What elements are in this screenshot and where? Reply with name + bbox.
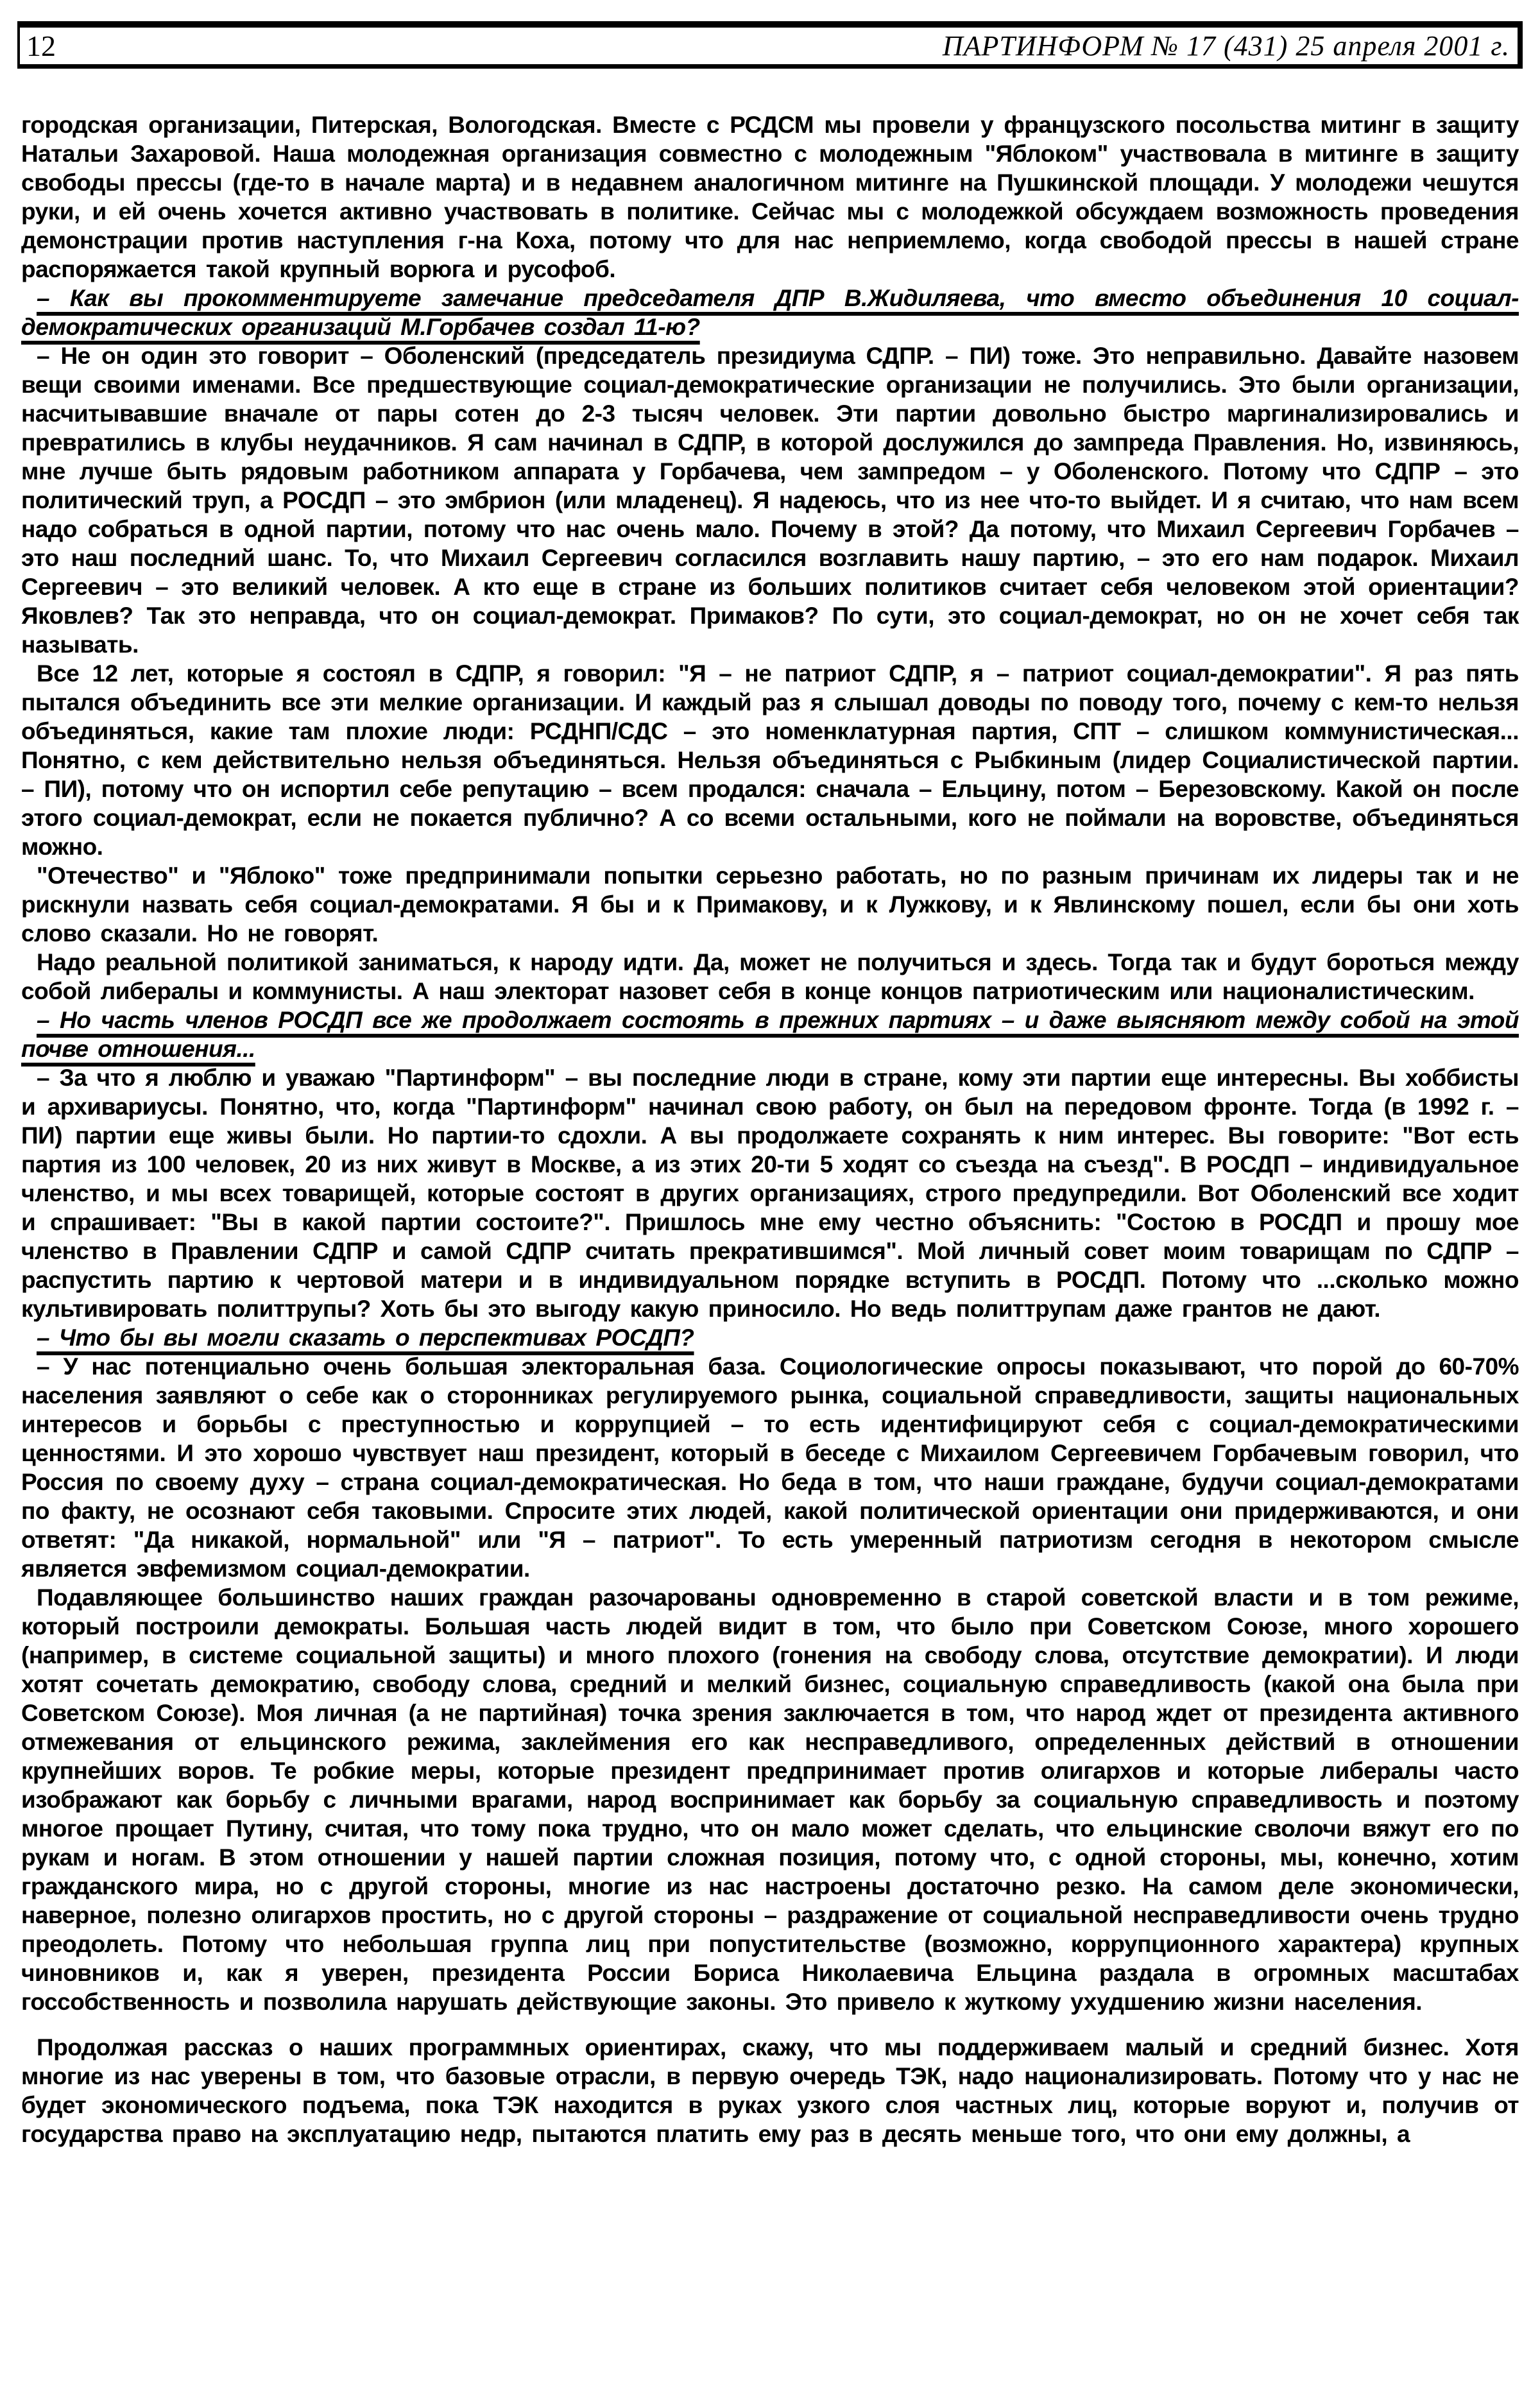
paragraph: городская организации, Питерская, Вологодская. Вместе с РСДСМ мы провели у французского посольства митинг в защиту Натальи Захаровой. Наша молодежная организация совместно с молодежным "Яблоком" участвовала в митинге в защиту свободы прессы (где-то в начале марта) и в недавнем аналогичном митинге на Пушкинской площади. У молодежи чешутся руки, и ей очень хочется активно участвовать в политике. Сейчас мы с молодежкой обсуждаем возможность проведения демонстрации против наступления г-на Коха, потому что для нас неприемлемо, когда свободой прессы в нашей стране распоряжается такой крупный ворюга и русофоб. bbox=[21, 112, 1519, 282]
article-body bbox=[21, 110, 1519, 2148]
paragraph: – У нас потенциально очень большая электоральная база. Социологические опросы показывают, что порой до 60-70% населения заявляют о себе как о сторонниках регулируемого рынка, социальной справедливости, защиты национальных интересов и борьбы с преступностью и коррупцией – то есть идентифицируют себя с социал-демократическими ценностями. И это хорошо чувствует наш президент, который в беседе с Михаилом Сергеевичем Горбачевым говорил, что Россия по своему духу – страна социал-демократическая. Но беда в том, что наши граждане, будучи социал-демократами по факту, не осознают себя таковыми. Спросите этих людей, какой политической ориентации они придерживаются, и они ответят: "Да никакой, нормальной" или "Я – патриот". То есть умеренный патриотизм сегодня в некотором смысле является эвфемизмом социал-демократии. bbox=[21, 1353, 1519, 1582]
paragraph: Все 12 лет, которые я состоял в СДПР, я говорил: "Я – не патриот СДПР, я – патриот социал-демократии". Я раз пять пытался объединить все эти мелкие организации. И каждый раз я слышал доводы по поводу того, почему с кем-то нельзя объединяться, какие там плохие люди: РСДНП/СДС – это номенклатурная партия, СПТ – слишком коммунистическая... Понятно, с кем действительно нельзя объединяться. Нельзя объединяться с Рыбкиным (лидер Социалистической партии. – ПИ), потому что он испортил себе репутацию – всем продался: сначала – Ельцину, потом – Березовскому. Какой он после этого социал-демократ, если не покается публично? А со всеми остальными, кого не поймали на воровстве, объединяться можно. bbox=[21, 660, 1519, 860]
paragraph: Надо реальной политикой заниматься, к народу идти. Да, может не получиться и здесь. Тогда так и будут бороться между собой либералы и коммунисты. А наш электорат назовет себя в конце концов патриотическим или националистическим. bbox=[21, 949, 1519, 1004]
paragraph: Продолжая рассказ о наших программных ориентирах, скажу, что мы поддерживаем малый и средний бизнес. Хотя многие из нас уверены в том, что базовые отрасли, в первую очередь ТЭК, надо национализировать. Потому что у нас не будет экономического подъема, пока ТЭК находится в руках узкого слоя частных лиц, которые воруют и, получив от государства право на эксплуатацию недр, пытаются платить ему раз в десять меньше того, что они ему должны, а bbox=[21, 2034, 1519, 2147]
issue-title: ПАРТИНФОРМ № 17 (431) 25 апреля 2001 г. bbox=[942, 30, 1510, 62]
paragraph: "Отечество" и "Яблоко" тоже предпринимали попытки серьезно работать, но по разным причинам их лидеры так и не рискнули назвать себя социал-демократами. Я бы и к Примакову, и к Лужкову, и к Явлинскому пошел, если бы они хоть слово сказали. Но не говорят. bbox=[21, 862, 1519, 947]
paragraph: Подавляющее большинство наших граждан разочарованы одновременно в старой советской власти и в том режиме, который построили демократы. Большая часть людей видит в том, что было при Советском Союзе, много хорошего (например, в системе социальной защиты) и много плохого (гонения на свободу слова, отсутствие демократии). И люди хотят сочетать демократию, свободу слова, средний и мелкий бизнес, социальную справедливость (какой она была при Советском Союзе). Моя личная (а не партийная) точка зрения заключается в том, что народ ждет от президента активного отмежевания от ельцинского режима, заклеймения его как несправедливого, определенных действий в отношении крупнейших воров. Те робкие меры, которые президент предпринимает против олигархов и которые либералы часто изображают как борьбу с личными врагами, народ воспринимает как борьбу за социальную справедливость и поэтому многое прощает Путину, считая, что тому пока трудно, что он мало может сделать, что ельцинские сволочи вяжут его по рукам и ногам. В этом отношении у нашей партии сложная позиция, потому что, с одной стороны, мы, конечно, хотим гражданского мира, но с другой стороны, многие из нас настроены достаточно резко. На самом деле экономически, наверное, полезно олигархов простить, но с другой стороны – раздражение от социальной несправедливости очень трудно преодолеть. Потому что небольшая группа лиц при попустительстве (возможно, коррупционного характера) крупных чиновников и, как я уверен, президента России Бориса Николаевича Ельцина раздала в огромных масштабах госсобственность и позволила нарушать действующие законы. Это привело к жуткому ухудшению жизни населения. bbox=[21, 1584, 1519, 2015]
interview-question: – Но часть членов РОСДП все же продолжает состоять в прежних партиях – и даже выясняют между собой на этой почве отношения... bbox=[21, 1007, 1519, 1062]
interview-question: – Как вы прокомментируете замечание председателя ДПР В.Жидиляева, что вместо объединения 10 социал-демократических организаций М.Горбачев создал 11-ю? bbox=[21, 285, 1519, 340]
paragraph: – За что я люблю и уважаю "Партинформ" – вы последние люди в стране, кому эти партии еще интересны. Вы хоббисты и архивариусы. Понятно, что, когда "Партинформ" начинал свою работу, он был на передовом фронте. Тогда (в 1992 г. – ПИ) партии еще живы были. Но партии-то сдохли. А вы продолжаете сохранять к ним интерес. Вы говорите: "Вот есть партия из 100 человек, 20 из них живут в Москве, а из этих 20-ти 5 ходят со съезда на съезд". В РОСДП – индивидуальное членство, и мы всех товарищей, которые состоят в других организациях, строго предупредили. Вот Оболенский все ходит и спрашивает: "Вы в какой партии состоите?". Пришлось мне ему честно объяснить: "Состою в РОСДП и прошу мое членство в Правлении СДПР и самой СДПР считать прекратившимся". Мой личный совет моим товарищам по СДПР – распустить партию к чертовой матери и в индивидуальном порядке вступить в РОСДП. Потому что ...сколько можно культивировать политтрупы? Хоть бы это выгоду какую приносило. Но ведь политтрупам даже грантов не дают. bbox=[21, 1065, 1519, 1322]
paragraph: – Не он один это говорит – Оболенский (председатель президиума СДПР. – ПИ) тоже. Это неправильно. Давайте назовем вещи своими именами. Все предшествующие социал-демократические организации не получились. Это были организации, насчитывавшие вначале от пары сотен до 2-3 тысяч человек. Эти партии довольно быстро маргинализировались и превратились в клубы неудачников. Я сам начинал в СДПР, в которой дослужился до зампреда Правления. Но, извиняюсь, мне лучше быть рядовым работником аппарата у Горбачева, чем зампредом – у Оболенского. Потому что СДПР – это политический труп, а РОСДП – это эмбрион (или младенец). Я надеюсь, что из нее что-то выйдет. И я считаю, что нам всем надо собраться в одной партии, потому что нас очень мало. Почему в этой? Да потому, что Михаил Сергеевич Горбачев – это наш последний шанс. То, что Михаил Сергеевич согласился возглавить нашу партию, – это его нам подарок. Михаил Сергеевич – это великий человек. А кто еще в стране из больших политиков считает себя человеком этой ориентации? Яковлев? Так это неправда, что он социал-демократ. Примаков? По сути, это социал-демократ, но он не хочет себя так называть. bbox=[21, 343, 1519, 658]
page-number: 12 bbox=[26, 29, 56, 62]
interview-question: – Что бы вы могли сказать о перспективах РОСДП? bbox=[37, 1324, 694, 1351]
page-header bbox=[17, 21, 1523, 69]
